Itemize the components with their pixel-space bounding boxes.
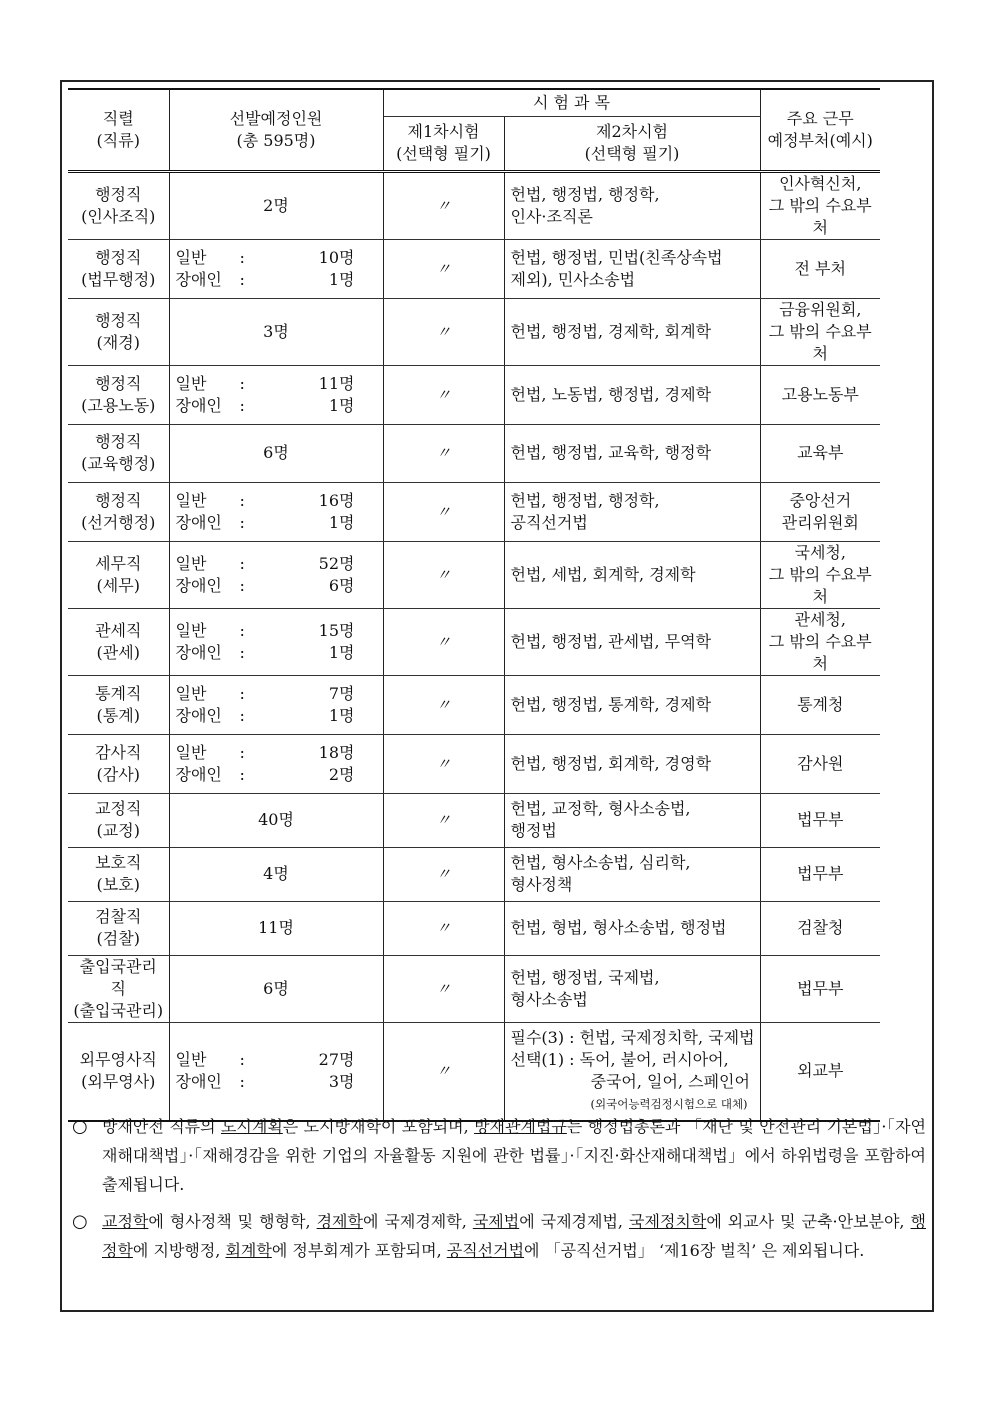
table-row: 행정직 (인사조직) 2명 〃 헌법, 행정법, 행정학, 인사·조직론 인사혁신처, 그 밖의 수요부처	[68, 171, 880, 239]
table-row: 행정직 (선거행정) 일반 : 16명 장애인 : 1명 〃 헌법, 행정법, 행정학, 공직선거법 중앙선거 관리위원회	[68, 482, 880, 541]
table-row: 행정직 (재경) 3명 〃 헌법, 행정법, 경제학, 회계학 금융위원회, 그 밖의 수요부처	[68, 298, 880, 365]
table-row: 교정직 (교정) 40명 〃 헌법, 교정학, 형사소송법, 행정법 법무부	[68, 793, 880, 847]
table-row: 행정직 (법무행정) 일반 : 10명 장애인 : 1명 〃 헌법, 행정법, 민법(친족상속법 제외), 민사소송법 전 부처	[68, 239, 880, 298]
header-exam-subjects: 시 험 과 목	[383, 89, 760, 116]
table-row: 관세직 (관세) 일반 : 15명 장애인 : 1명 〃 헌법, 행정법, 관세법, 무역학 관세청, 그 밖의 수요부처	[68, 608, 880, 675]
header-department: 주요 근무 예정부처(예시)	[760, 89, 880, 171]
table-row: 세무직 (세무) 일반 : 52명 장애인 : 6명 〃 헌법, 세법, 회계학, 경제학 국세청, 그 밖의 수요부처	[68, 541, 880, 608]
table-row: 출입국관리직 (출입국관리) 6명 〃 헌법, 행정법, 국제법, 형사소송법 법무부	[68, 955, 880, 1022]
header-exam1: 제1차시험 (선택형 필기)	[383, 116, 504, 171]
circle-bullet-icon: ○	[72, 1116, 88, 1137]
notes	[72, 1112, 926, 1273]
table-row: 감사직 (감사) 일반 : 18명 장애인 : 2명 〃 헌법, 행정법, 회계학, 경영학 감사원	[68, 734, 880, 793]
circle-bullet-icon: ○	[72, 1211, 88, 1232]
note-item: ○ 방재안전 직류의 도시계획은 도시방재학이 포함되며, 방재관계법규는 행정법총론과 「재난 및 안전관리 기본법」·「자연재해대책법」·「재해경감을 위한 기업의 자율활동 지원에 관한 법률」·「지진·화산재해대책법」에서 하위법령을 포함하여 출제됩니다.	[72, 1112, 926, 1199]
table-row: 행정직 (교육행정) 6명 〃 헌법, 행정법, 교육학, 행정학 교육부	[68, 424, 880, 482]
table-row: 검찰직 (검찰) 11명 〃 헌법, 형법, 형사소송법, 행정법 검찰청	[68, 901, 880, 955]
header-job: 직렬 (직류)	[68, 89, 169, 171]
table-row: 행정직 (고용노동) 일반 : 11명 장애인 : 1명 〃 헌법, 노동법, 행정법, 경제학 고용노동부	[68, 365, 880, 424]
table-row: 외무영사직 (외무영사) 일반 : 27명 장애인 : 3명 〃 필수(3) : 헌법, 국제정치학, 국제법 선택(1) : 독어, 불어, 러시아어, 중국어, 일어, 스페인어 (외국어능력검정시험으로 대체) 외교부	[68, 1022, 880, 1121]
header-quota: 선발예정인원 (총 595명)	[169, 89, 383, 171]
table-row: 보호직 (보호) 4명 〃 헌법, 형사소송법, 심리학, 형사정책 법무부	[68, 847, 880, 901]
exam-subjects-table	[68, 88, 880, 1122]
header-exam2: 제2차시험 (선택형 필기)	[504, 116, 760, 171]
table-row: 통계직 (통계) 일반 : 7명 장애인 : 1명 〃 헌법, 행정법, 통계학, 경제학 통계청	[68, 675, 880, 734]
note-item: ○ 교정학에 형사정책 및 행형학, 경제학에 국제경제학, 국제법에 국제경제법, 국제정치학에 외교사 및 군축·안보분야, 행정학에 지방행정, 회계학에 정부회계가 포함되며, 공직선거법에 「공직선거법」 ‘제16장 벌칙’ 은 제외됩니다.	[72, 1207, 926, 1265]
